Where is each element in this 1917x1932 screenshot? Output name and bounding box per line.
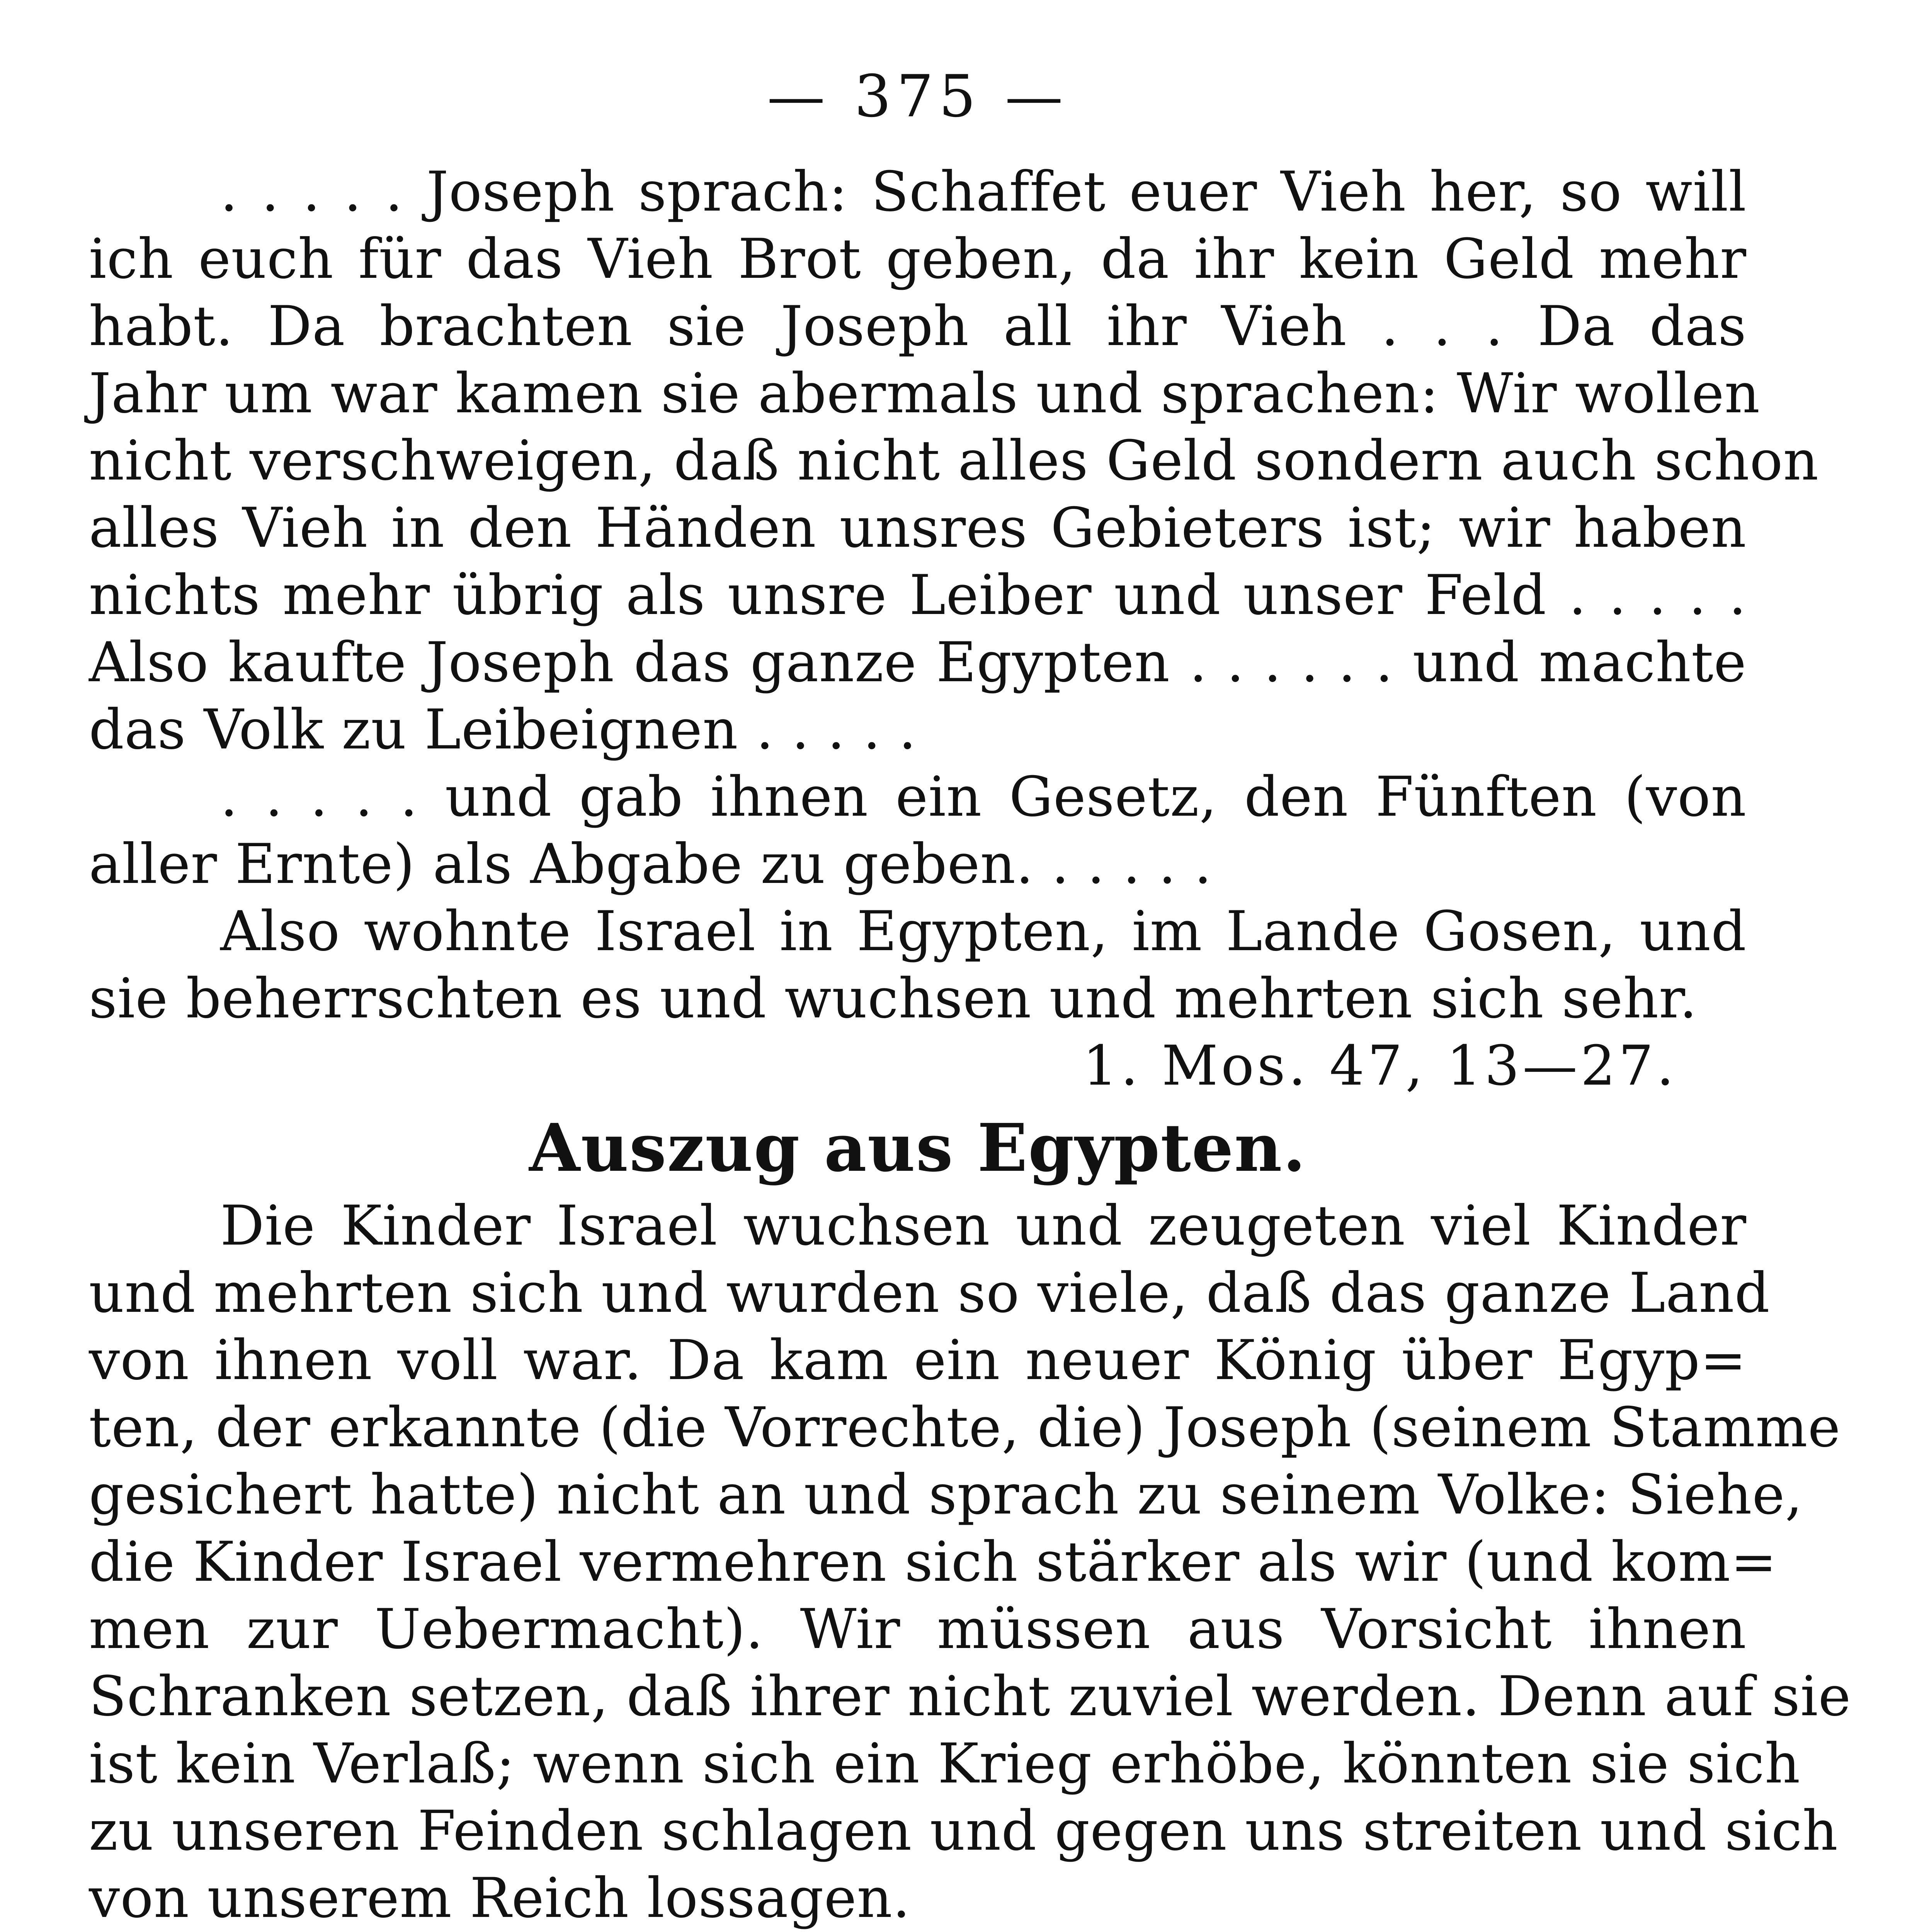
text-line: aller Ernte) als Abgabe zu geben. . . . . . [89, 832, 1212, 896]
book-page [89, 58, 1851, 1932]
bible-reference: 1. Mos. 47, 13—27. [1082, 1034, 1677, 1098]
text-line: Schranken setzen, daß ihrer nicht zuviel werden. Denn auf sie [89, 1665, 1851, 1728]
section-heading: Auszug aus Egypten. [529, 1109, 1306, 1187]
text-line: Die Kinder Israel wuchsen und zeugeten viel Kinder [220, 1194, 1747, 1258]
text-line: men zur Uebermacht). Wir müssen aus Vorsicht ihnen [89, 1597, 1747, 1661]
page-content [89, 158, 1851, 1932]
text-line: nichts mehr übrig als unsre Leiber und unser Feld . . . . . [89, 563, 1747, 627]
text-line: Also wohnte Israel in Egypten, im Lande Gosen, und [220, 900, 1747, 963]
text-line: habt. Da brachten sie Joseph all ihr Vieh . . . Da das [89, 294, 1747, 358]
text-line: nicht verschweigen, daß nicht alles Geld sondern auch schon [89, 429, 1819, 493]
text-line: das Volk zu Leibeignen . . . . . [89, 698, 917, 762]
text-line: von ihnen voll war. Da kam ein neuer König über Egyp= [89, 1328, 1747, 1392]
text-line: ten, der erkannte (die Vorrechte, die) Joseph (seinem Stamme [89, 1396, 1841, 1459]
text-section [89, 158, 1819, 1100]
text-line: alles Vieh in den Händen unsres Gebieters ist; wir haben [89, 496, 1747, 560]
text-line: gesichert hatte) nicht an und sprach zu seinem Volke: Siehe, [89, 1463, 1803, 1527]
text-line: sie beherrschten es und wuchsen und mehrten sich sehr. [89, 967, 1698, 1031]
text-line: Jahr um war kamen sie abermals und sprachen: Wir wollen [89, 362, 1761, 425]
page-number: — 375 — [767, 63, 1068, 130]
text-line: und mehrten sich und wurden so viele, daß das ganze Land [89, 1261, 1770, 1325]
text-line: . . . . . und gab ihnen ein Gesetz, den Fünften (von [220, 765, 1747, 829]
text-line: ist kein Verlaß; wenn sich ein Krieg erhöbe, könnten sie sich [89, 1732, 1801, 1796]
text-section [89, 1104, 1851, 1932]
text-line: ich euch für das Vieh Brot geben, da ihr kein Geld mehr [89, 227, 1747, 291]
text-line: die Kinder Israel vermehren sich stärker als wir (und kom= [89, 1530, 1777, 1594]
text-line: zu unseren Feinden schlagen und gegen uns streiten und sich [89, 1799, 1838, 1863]
text-line: von unserem Reich lossagen. [89, 1866, 911, 1930]
text-line: Also kaufte Joseph das ganze Egypten . . . . . . und machte [89, 631, 1747, 694]
text-line: . . . . . Joseph sprach: Schaffet euer Vieh her, so will [220, 160, 1747, 224]
